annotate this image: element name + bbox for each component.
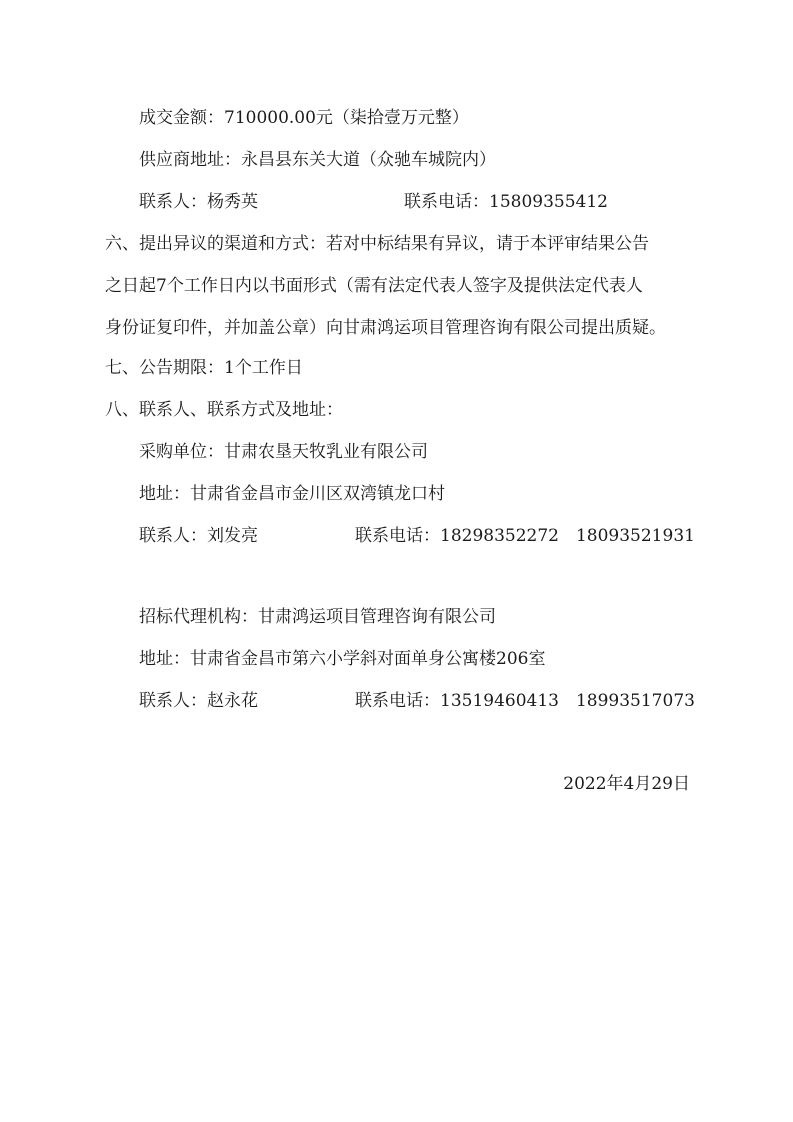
purchaser-contact: 联系人：刘发亮 — [139, 526, 258, 546]
purchaser-phone: 联系电话：18298352272 18093521931 — [355, 526, 695, 546]
purchaser-unit: 采购单位：甘肃农垦天牧乳业有限公司 — [139, 442, 428, 462]
supplier-address: 供应商地址：永昌县东关大道（众驰车城院内） — [139, 150, 496, 170]
supplier-contact: 联系人：杨秀英 — [139, 192, 258, 212]
section6-line2: 之日起7个工作日内以书面形式（需有法定代表人签字及提供法定代表人 — [105, 276, 643, 296]
section7-notice-period: 七、公告期限：1个工作日 — [105, 358, 303, 378]
transaction-amount: 成交金额：710000.00元（柒拾壹万元整） — [139, 108, 469, 128]
purchaser-address: 地址：甘肃省金昌市金川区双湾镇龙口村 — [139, 484, 445, 504]
agency-unit: 招标代理机构：甘肃鸿运项目管理咨询有限公司 — [139, 607, 496, 627]
agency-contact: 联系人：赵永花 — [139, 691, 258, 711]
supplier-phone: 联系电话：15809355412 — [404, 192, 608, 212]
agency-phone: 联系电话：13519460413 18993517073 — [355, 691, 695, 711]
section8-heading: 八、联系人、联系方式及地址： — [105, 400, 343, 420]
agency-address: 地址：甘肃省金昌市第六小学斜对面单身公寓楼206室 — [139, 649, 546, 669]
document-date: 2022年4月29日 — [563, 774, 690, 794]
section6-line1: 六、提出异议的渠道和方式：若对中标结果有异议，请于本评审结果公告 — [105, 234, 649, 254]
section6-line3: 身份证复印件，并加盖公章）向甘肃鸿运项目管理咨询有限公司提出质疑。 — [105, 318, 666, 338]
